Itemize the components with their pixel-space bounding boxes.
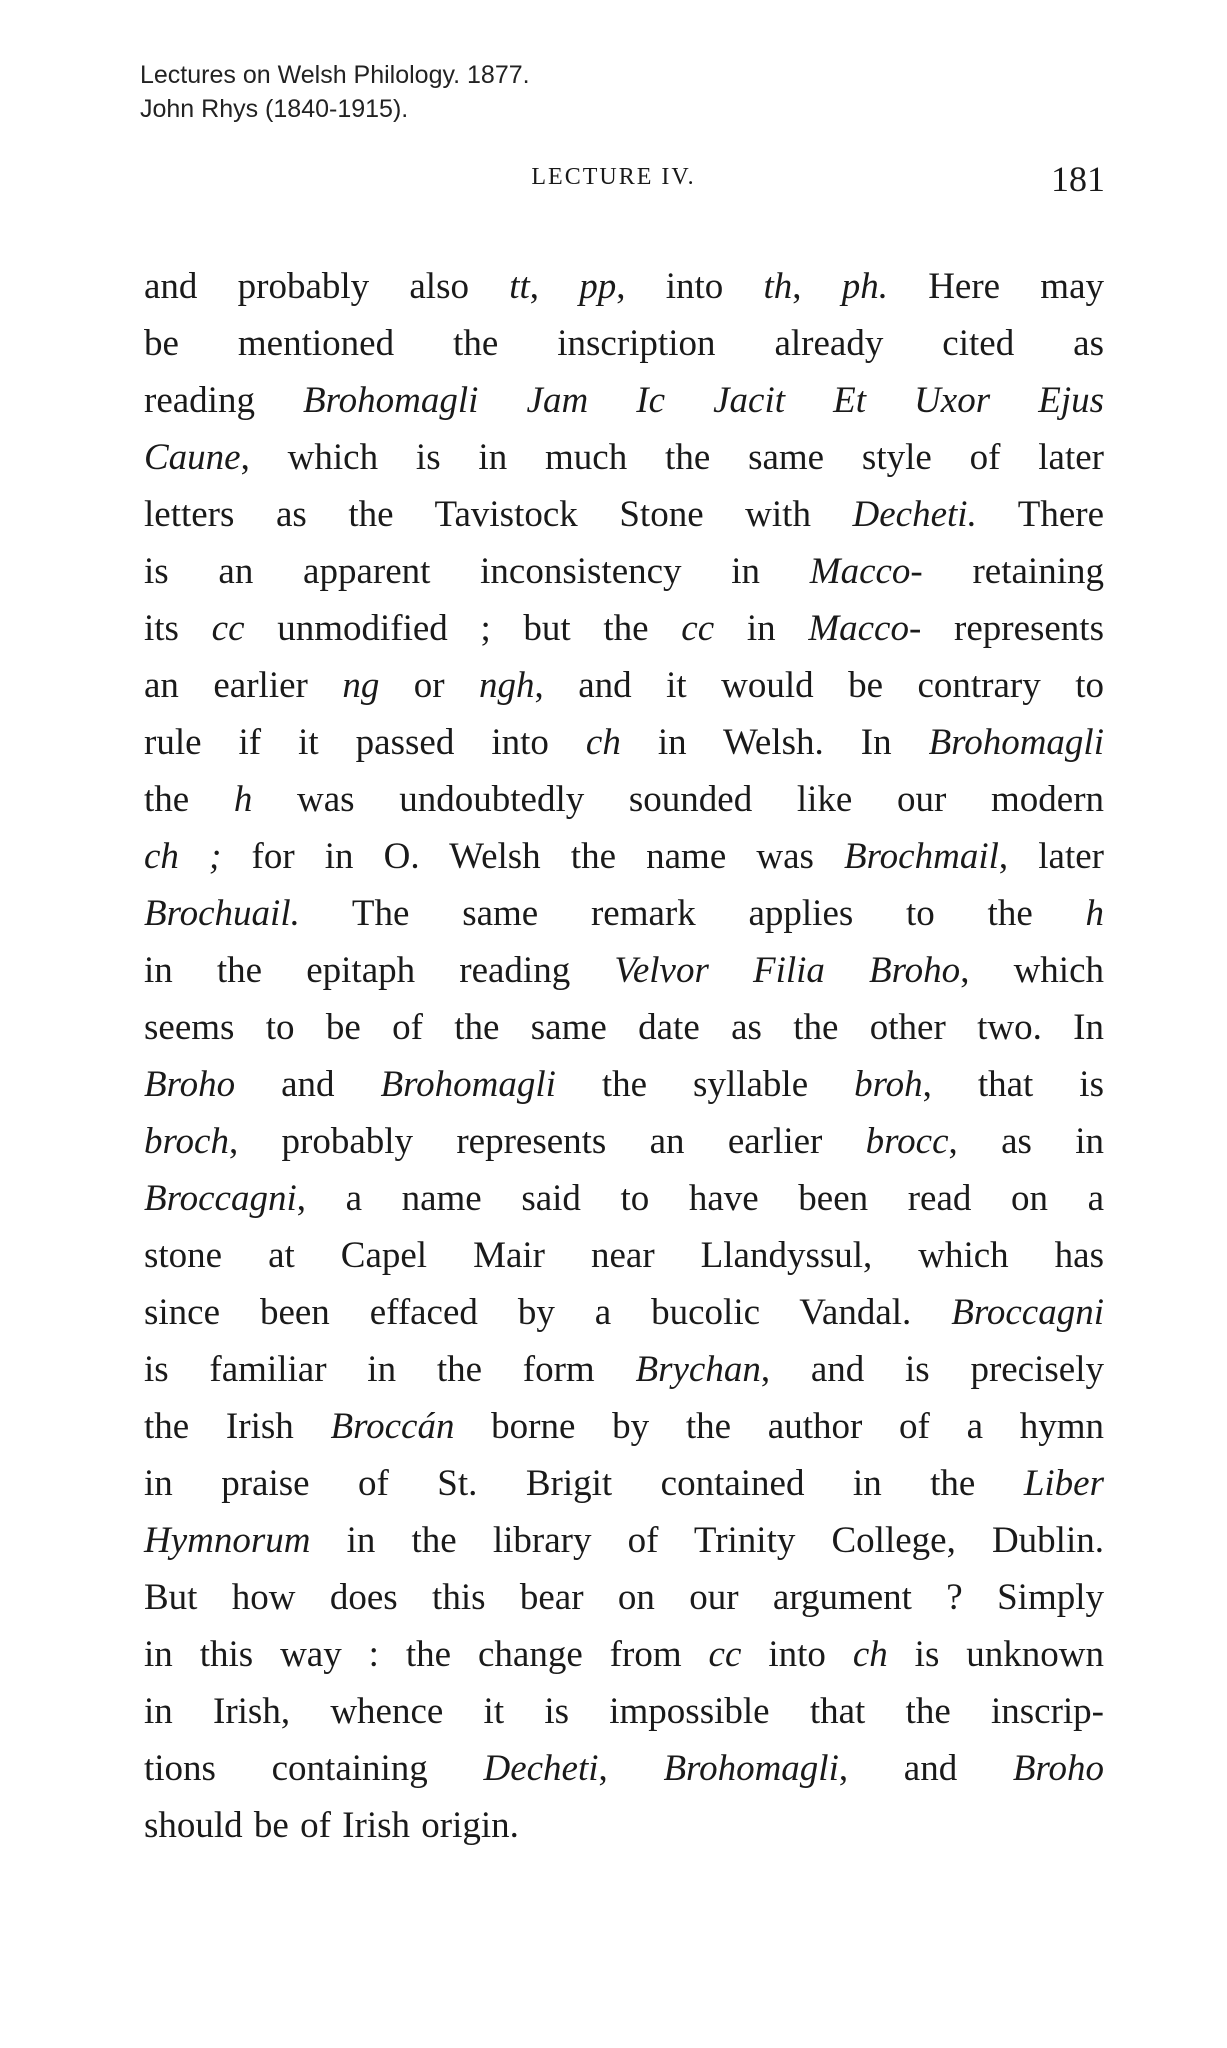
- text-segment: , a name said to have been read on a: [296, 1178, 1104, 1219]
- text-segment: ,: [598, 1748, 664, 1789]
- text-line: [144, 1455, 1104, 1512]
- source-title: Lectures on Welsh Philology. 1877.: [140, 61, 530, 89]
- text-line: [144, 1170, 1104, 1227]
- text-segment: , probably represents an earlier: [228, 1121, 866, 1162]
- italic-text: Broccagni: [144, 1178, 297, 1219]
- italic-text: ch: [852, 1634, 888, 1675]
- text-segment: stone at Capel Mair near Llandyssul, which has: [144, 1235, 1104, 1276]
- text-segment: in the library of Trinity College, Dublin.: [310, 1520, 1104, 1561]
- text-segment: rule if it passed into: [144, 722, 586, 763]
- text-line: [144, 1569, 1104, 1626]
- text-line: [144, 1797, 1104, 1854]
- text-segment: unmodified ; but the: [244, 608, 682, 649]
- text-segment: the Irish: [144, 1406, 331, 1447]
- text-segment: the: [144, 779, 234, 820]
- text-line: [144, 315, 1104, 372]
- text-segment: ,: [529, 266, 580, 307]
- text-segment: and probably also: [144, 266, 510, 307]
- text-line: [144, 1398, 1104, 1455]
- text-segment: , that is: [922, 1064, 1104, 1105]
- text-line: [144, 771, 1104, 828]
- italic-text: Decheti.: [852, 494, 977, 535]
- italic-text: ch ;: [144, 836, 222, 877]
- text-segment: seems to be of the same date as the other two. In: [144, 1007, 1104, 1048]
- text-line: [144, 1626, 1104, 1683]
- text-segment: in the epitaph reading: [144, 950, 615, 991]
- text-segment: borne by the author of a hymn: [454, 1406, 1104, 1447]
- running-title: LECTURE IV.: [531, 164, 696, 190]
- text-line: [144, 999, 1104, 1056]
- italic-text: Caune: [144, 437, 241, 478]
- text-segment: tions containing: [144, 1748, 484, 1789]
- italic-text: broh: [854, 1064, 923, 1105]
- text-line: [144, 486, 1104, 543]
- text-segment: letters as the Tavistock Stone with: [144, 494, 853, 535]
- text-segment: in praise of St. Brigit contained in the: [144, 1463, 1024, 1504]
- text-segment: was undoubtedly sounded like our modern: [252, 779, 1105, 820]
- italic-text: Liber: [1023, 1463, 1104, 1504]
- text-segment: is familiar in the form: [144, 1349, 636, 1390]
- text-line: [144, 714, 1104, 771]
- italic-text: Decheti: [483, 1748, 599, 1789]
- text-segment: into: [741, 1634, 853, 1675]
- text-segment: Here may: [887, 266, 1105, 307]
- text-segment: is unknown: [887, 1634, 1104, 1675]
- text-line: [144, 1227, 1104, 1284]
- text-segment: in this way : the change from: [144, 1634, 709, 1675]
- text-line: [144, 1683, 1104, 1740]
- italic-text: Brychan: [635, 1349, 761, 1390]
- text-segment: retaining: [922, 551, 1104, 592]
- text-line: [144, 828, 1104, 885]
- italic-text: pp: [579, 266, 617, 307]
- text-line: [144, 429, 1104, 486]
- italic-text: Macco-: [808, 608, 922, 649]
- italic-text: tt: [509, 266, 530, 307]
- text-segment: , and it would be contrary to: [534, 665, 1104, 706]
- text-segment: There: [976, 494, 1104, 535]
- page-number: 181: [1051, 159, 1105, 199]
- text-segment: for in O. Welsh the name was: [221, 836, 845, 877]
- source-author: John Rhys (1840-1915).: [140, 95, 409, 123]
- italic-text: h: [1085, 893, 1104, 934]
- text-segment: , as in: [948, 1121, 1104, 1162]
- italic-text: ngh: [479, 665, 535, 706]
- italic-text: Brohomagli Jam Ic Jacit Et Uxor Ejus: [303, 380, 1104, 421]
- italic-text: Hymnorum: [144, 1520, 311, 1561]
- text-segment: , into: [616, 266, 764, 307]
- text-segment: represents: [921, 608, 1104, 649]
- text-segment: reading: [144, 380, 304, 421]
- italic-text: Brochuail.: [144, 893, 300, 934]
- text-segment: , which: [960, 950, 1104, 991]
- text-line: [144, 885, 1104, 942]
- text-segment: should be of Irish origin.: [144, 1805, 519, 1846]
- text-segment: an earlier: [144, 665, 343, 706]
- text-line: [144, 1113, 1104, 1170]
- italic-text: Brochmail: [844, 836, 999, 877]
- text-segment: or: [379, 665, 480, 706]
- text-segment: be mentioned the inscription already cited as: [144, 323, 1104, 364]
- text-line: [144, 942, 1104, 999]
- italic-text: Broccagni: [951, 1292, 1104, 1333]
- italic-text: Broccán: [330, 1406, 455, 1447]
- text-line: [144, 657, 1104, 714]
- italic-text: Broho: [1012, 1748, 1104, 1789]
- text-line: [144, 600, 1104, 657]
- italic-text: ch: [585, 722, 621, 763]
- italic-text: Brohomagli: [663, 1748, 839, 1789]
- body-text: [144, 258, 1104, 1854]
- italic-text: Brohomagli: [928, 722, 1104, 763]
- text-line: [144, 1056, 1104, 1113]
- italic-text: cc: [708, 1634, 742, 1675]
- italic-text: cc: [681, 608, 715, 649]
- text-segment: is an apparent inconsistency in: [144, 551, 810, 592]
- italic-text: cc: [211, 608, 245, 649]
- italic-text: Brohomagli: [380, 1064, 556, 1105]
- italic-text: ng: [342, 665, 380, 706]
- text-segment: , and: [838, 1748, 1013, 1789]
- text-line: [144, 543, 1104, 600]
- italic-text: broch: [144, 1121, 229, 1162]
- text-segment: , and is precisely: [760, 1349, 1104, 1390]
- italic-text: Broho: [144, 1064, 236, 1105]
- italic-text: ph.: [841, 266, 888, 307]
- italic-text: h: [233, 779, 253, 820]
- text-segment: , later: [998, 836, 1104, 877]
- text-segment: But how does this bear on our argument ? Simply: [144, 1577, 1104, 1618]
- text-line: [144, 1512, 1104, 1569]
- text-segment: and: [235, 1064, 381, 1105]
- text-segment: in Irish, whence it is impossible that the inscrip-: [144, 1691, 1104, 1732]
- italic-text: Velvor Filia Broho: [614, 950, 961, 991]
- text-segment: The same remark applies to the: [299, 893, 1086, 934]
- text-segment: , which is in much the same style of later: [240, 437, 1104, 478]
- text-segment: its: [144, 608, 212, 649]
- text-segment: ,: [792, 266, 842, 307]
- text-line: [144, 372, 1104, 429]
- text-segment: in Welsh. In: [620, 722, 929, 763]
- italic-text: th: [763, 266, 793, 307]
- text-line: [144, 1740, 1104, 1797]
- italic-text: brocc: [865, 1121, 949, 1162]
- text-line: [144, 258, 1104, 315]
- text-line: [144, 1341, 1104, 1398]
- text-line: [144, 1284, 1104, 1341]
- text-segment: in: [714, 608, 809, 649]
- text-segment: the syllable: [555, 1064, 855, 1105]
- text-segment: since been effaced by a bucolic Vandal.: [144, 1292, 952, 1333]
- italic-text: Macco-: [809, 551, 923, 592]
